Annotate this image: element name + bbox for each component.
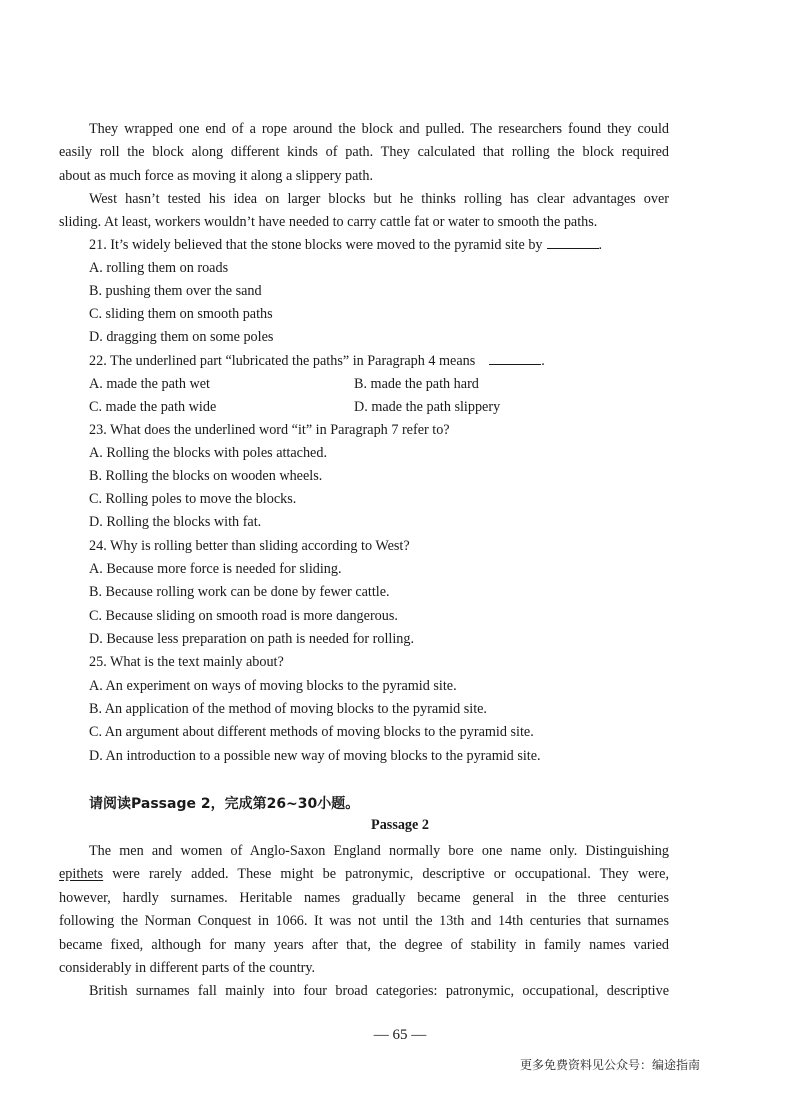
text-line: West hasn’t tested his idea on larger blocks but he thinks rolling has clear advantages over (89, 191, 669, 207)
question-24-option-d: D. Because less preparation on path is needed for rolling. (89, 631, 415, 647)
question-24-stem: 24. Why is rolling better than sliding according to West? (89, 538, 410, 554)
question-23-option-b: B. Rolling the blocks on wooden wheels. (89, 468, 323, 484)
question-21-stem: 21. It’s widely believed that the stone blocks were moved to the pyramid site by (89, 237, 543, 253)
text-line: They wrapped one end of a rope around the block and pulled. The researchers found they could (89, 121, 669, 137)
question-22-option-c: C. made the path wide (89, 399, 217, 415)
text-line: epithets were rarely added. These might be patronymic, descriptive or occupational. They were, (59, 866, 669, 883)
text-line: easily roll the block along different kinds of path. They calculated that rolling the block required (59, 144, 669, 161)
question-23-option-d: D. Rolling the blocks with fat. (89, 514, 262, 530)
passage2-paragraph-2 (59, 980, 669, 1003)
passage-2-title: Passage 2 (371, 817, 429, 833)
text-line: following the Norman Conquest in 1066. It was not until the 13th and 14th centuries that surnames (59, 913, 669, 930)
question-21: 21. It’s widely believed that the stone blocks were moved to the pyramid site by . (89, 237, 603, 253)
question-24-option-b: B. Because rolling work can be done by fewer cattle. (89, 584, 390, 600)
passage-2-instruction: 请阅读Passage 2，完成第26~30小题。 (89, 796, 360, 812)
question-25-option-b: B. An application of the method of moving blocks to the pyramid site. (89, 701, 487, 717)
page-number: — 65 — (373, 1027, 427, 1043)
passage2-paragraph-1 (59, 840, 669, 980)
question-22-option-d: D. made the path slippery (354, 399, 501, 415)
text-line: about as much force as moving it along a slippery path. (59, 167, 374, 184)
underlined-word: epithets (59, 866, 104, 883)
text-line: however, hardly surnames. Heritable names gradually became general in the three centuries (59, 889, 669, 906)
question-22: 22. The underlined part “lubricated the paths” in Paragraph 4 means . (89, 353, 545, 369)
answer-blank (547, 236, 599, 249)
footer-note: 更多免费资料见公众号：编途指南 (519, 1058, 700, 1072)
text-line: The men and women of Anglo-Saxon England normally bore one name only. Distinguishing (89, 843, 669, 859)
question-21-option-a: A. rolling them on roads (89, 260, 229, 276)
text-line: became fixed, although for many years after that, the degree of stability in family names varied (59, 936, 669, 953)
passage1-paragraph-2 (59, 188, 669, 235)
underlined-phrase: lubricated the paths (231, 353, 343, 369)
text-line: British surnames fall mainly into four broad categories: patronymic, occupational, descriptive (89, 983, 669, 999)
question-25-option-a: A. An experiment on ways of moving blocks to the pyramid site. (89, 678, 457, 694)
question-24-option-a: A. Because more force is needed for sliding. (89, 561, 342, 577)
question-21-option-d: D. dragging them on some poles (89, 329, 274, 345)
question-21-option-c: C. sliding them on smooth paths (89, 306, 273, 322)
question-25-stem: 25. What is the text mainly about? (89, 654, 284, 670)
question-23-stem: 23. What does the underlined word “it” in Paragraph 7 refer to? (89, 422, 450, 438)
text-line: sliding. At least, workers wouldn’t have needed to carry cattle fat or water to smooth the paths. (59, 214, 598, 231)
answer-blank (489, 352, 541, 365)
text-line: considerably in different parts of the country. (59, 960, 316, 977)
question-24-option-c: C. Because sliding on smooth road is more dangerous. (89, 608, 398, 624)
passage1-paragraph-1 (59, 118, 669, 188)
question-23-option-c: C. Rolling poles to move the blocks. (89, 491, 297, 507)
question-22-option-b: B. made the path hard (354, 376, 479, 392)
question-23-option-a: A. Rolling the blocks with poles attached. (89, 445, 327, 461)
question-22-option-a: A. made the path wet (89, 376, 210, 392)
question-25-option-d: D. An introduction to a possible new way of moving blocks to the pyramid site. (89, 748, 541, 764)
question-25-option-c: C. An argument about different methods of moving blocks to the pyramid site. (89, 724, 534, 740)
question-21-option-b: B. pushing them over the sand (89, 283, 262, 299)
